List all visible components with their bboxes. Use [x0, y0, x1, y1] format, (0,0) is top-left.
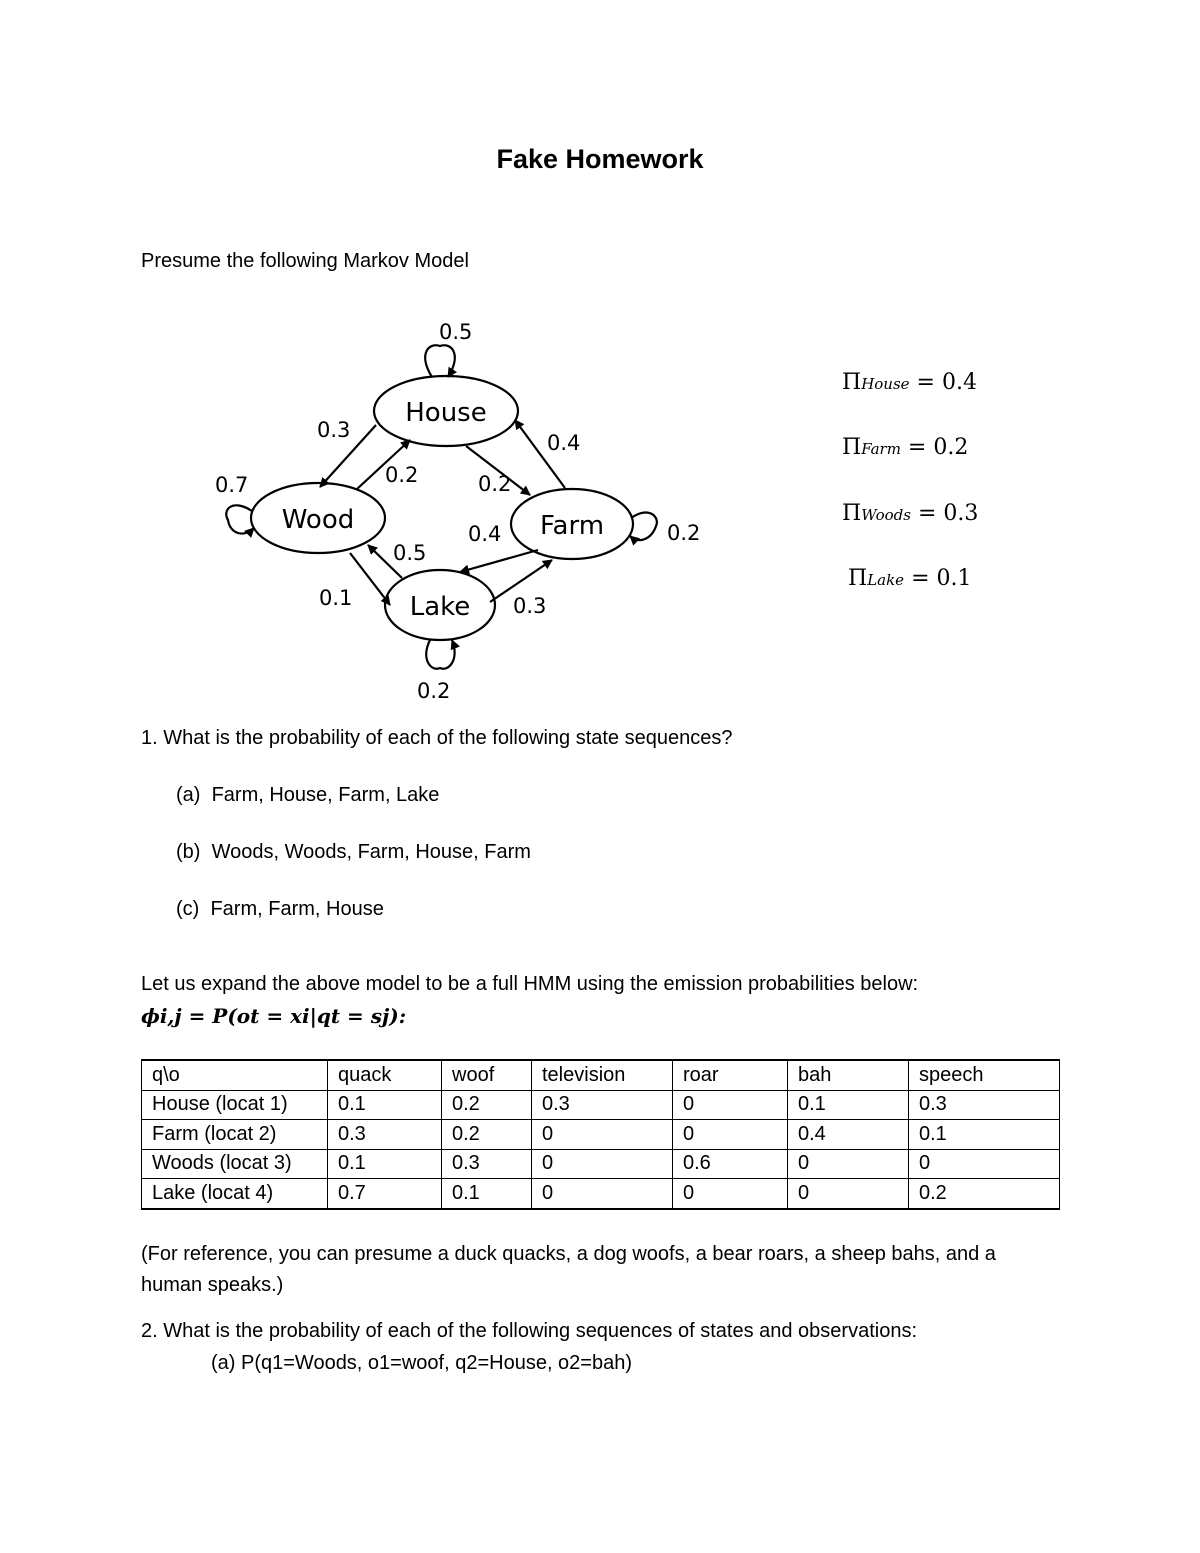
table-cell: 0.1	[328, 1090, 442, 1120]
table-header-cell: q\o	[142, 1060, 328, 1090]
question-2a: (a) P(q1=Woods, o1=woof, q2=House, o2=bah)	[211, 1352, 633, 1374]
table-row	[142, 1179, 1060, 1209]
table-cell: 0.6	[673, 1149, 788, 1179]
table-row	[142, 1149, 1060, 1179]
node-label-farm: Farm	[539, 511, 605, 541]
table-cell: 0.2	[442, 1120, 532, 1150]
table-header-row	[142, 1060, 1060, 1090]
table-header-cell: quack	[328, 1060, 442, 1090]
table-cell: 0.3	[909, 1090, 1060, 1120]
edge-label-farm-self: 0.2	[667, 521, 701, 545]
table-cell: House (locat 1)	[142, 1090, 328, 1120]
question-1a: (a) Farm, House, Farm, Lake	[176, 784, 440, 806]
edge-label-wood-self: 0.7	[215, 473, 249, 497]
edge-house-self	[425, 345, 455, 377]
edge-label-farm-to-house: 0.4	[547, 431, 581, 455]
edge-farm-to-lake	[460, 550, 538, 572]
table-cell: 0.1	[442, 1179, 532, 1209]
table-cell: 0.3	[532, 1090, 673, 1120]
table-row	[142, 1120, 1060, 1150]
edge-label-house-to-wood: 0.3	[317, 418, 351, 442]
edge-label-wood-to-lake: 0.1	[319, 586, 353, 610]
question-2-prompt: 2. What is the probability of each of the following sequences of states and observations:	[141, 1320, 918, 1342]
table-cell: 0.1	[328, 1149, 442, 1179]
markov-diagram	[0, 0, 1200, 720]
emission-formula: ϕi,j = P(ot = xi|qt = sj):	[141, 1004, 407, 1028]
table-cell: 0.2	[909, 1179, 1060, 1209]
initial-prob-woods: ΠWoods = 0.3	[842, 501, 979, 526]
edge-label-lake-to-farm: 0.3	[513, 594, 547, 618]
question-1c: (c) Farm, Farm, House	[176, 898, 384, 920]
table-cell: 0.1	[788, 1090, 909, 1120]
question-1b: (b) Woods, Woods, Farm, House, Farm	[176, 841, 531, 863]
edge-label-house-self: 0.5	[439, 320, 473, 344]
table-header-cell: speech	[909, 1060, 1060, 1090]
page-title: Fake Homework	[496, 144, 704, 174]
initial-prob-lake: ΠLake = 0.1	[848, 566, 972, 591]
edge-farm-self	[630, 512, 657, 540]
reference-note-line-2: human speaks.)	[141, 1274, 284, 1296]
edge-label-lake-to-wood: 0.5	[393, 541, 427, 565]
node-label-wood: Wood	[281, 505, 355, 535]
table-cell: 0	[788, 1149, 909, 1179]
table-cell: Woods (locat 3)	[142, 1149, 328, 1179]
table-cell: 0	[673, 1179, 788, 1209]
table-header-cell: television	[532, 1060, 673, 1090]
table-cell: Lake (locat 4)	[142, 1179, 328, 1209]
table-cell: 0	[532, 1120, 673, 1150]
node-label-lake: Lake	[409, 592, 471, 622]
table-cell: 0	[673, 1120, 788, 1150]
table-cell: 0	[532, 1149, 673, 1179]
node-label-house: House	[405, 398, 487, 428]
question-1-prompt: 1. What is the probability of each of the following state sequences?	[141, 727, 733, 749]
table-cell: 0	[673, 1090, 788, 1120]
emission-table	[141, 1059, 1060, 1210]
table-header-cell: roar	[673, 1060, 788, 1090]
reference-note-line-1: (For reference, you can presume a duck quacks, a dog woofs, a bear roars, a sheep bahs, and a	[141, 1243, 996, 1265]
table-cell: 0	[788, 1179, 909, 1209]
edge-label-wood-to-house: 0.2	[385, 463, 419, 487]
table-cell: 0.7	[328, 1179, 442, 1209]
hmm-intro: Let us expand the above model to be a full HMM using the emission probabilities below:	[141, 973, 919, 995]
edge-label-house-to-farm: 0.2	[478, 472, 512, 496]
table-cell: 0.3	[442, 1149, 532, 1179]
table-row	[142, 1090, 1060, 1120]
table-cell: 0	[909, 1149, 1060, 1179]
table-header-cell: bah	[788, 1060, 909, 1090]
edge-lake-self	[426, 640, 454, 669]
table-cell: 0	[532, 1179, 673, 1209]
edge-label-lake-self: 0.2	[417, 679, 451, 703]
table-cell: 0.2	[442, 1090, 532, 1120]
initial-prob-farm: ΠFarm = 0.2	[842, 435, 969, 460]
table-cell: 0.4	[788, 1120, 909, 1150]
table-cell: 0.3	[328, 1120, 442, 1150]
initial-prob-house: ΠHouse = 0.4	[842, 370, 977, 395]
intro-text: Presume the following Markov Model	[141, 250, 469, 272]
edge-label-farm-to-lake: 0.4	[468, 522, 502, 546]
table-header-cell: woof	[442, 1060, 532, 1090]
table-cell: 0.1	[909, 1120, 1060, 1150]
table-cell: Farm (locat 2)	[142, 1120, 328, 1150]
edge-wood-self	[226, 505, 254, 533]
